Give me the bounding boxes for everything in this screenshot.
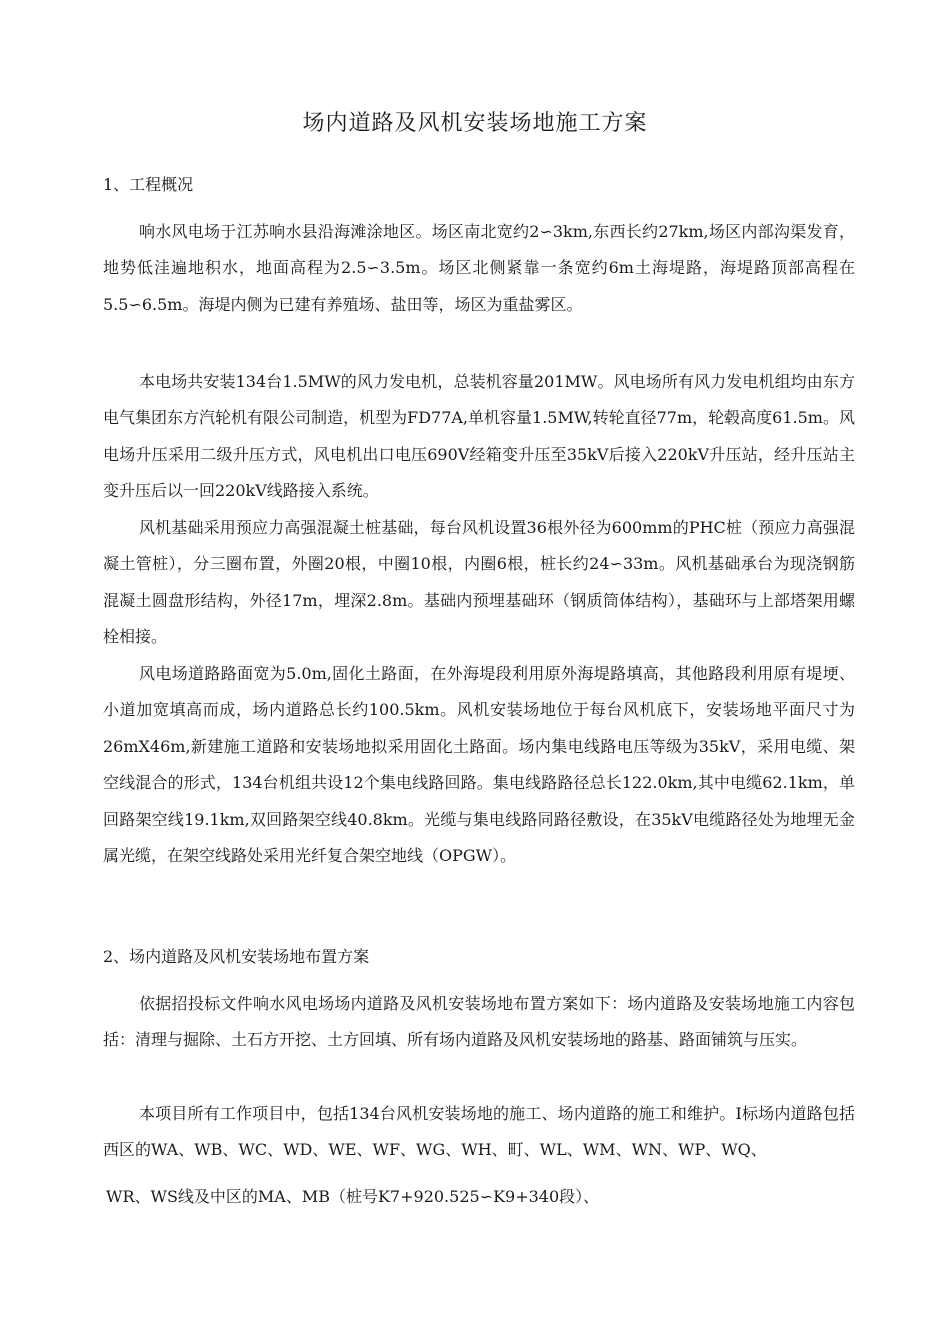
- paragraph-scope-continuation: WR、WS线及中区的MA、MB（桩号K7+920.525∽K9+340段）、: [106, 1187, 600, 1206]
- paragraph-layout-plan: 依据招投标文件响水风电场场内道路及风机安装场地布置方案如下：场内道路及安装场地施工内容包括：清理与掘除、土石方开挖、土方回填、所有场内道路及风机安装场地的路基、路面铺筑与压实。: [103, 994, 855, 1050]
- paragraph-scope: 本项目所有工作项目中，包括134台风机安装场地的施工、场内道路的施工和维护。I标场内道路包括西区的WA、WB、WC、WD、WE、WF、WG、WH、町、WL、WM、WN、WP、WQ、: [103, 1104, 855, 1160]
- paragraph-turbines: 本电场共安装134台1.5MW的风力发电机，总装机容量201MW。风电场所有风力发电机组均由东方电气集团东方汽轮机有限公司制造，机型为FD77A,单机容量1.5MW,转轮直径77m，轮毂高度61.5m。风电场升压采用二级升压方式，风电机出口电压690V经箱变升压至35kV后接入220kV升压站，经升压站主变升压后以一回220kV线路接入系统。: [103, 372, 855, 501]
- section-2-heading: 2、场内道路及风机安装场地布置方案: [103, 947, 370, 966]
- paragraph-foundation: 风机基础采用预应力高强混凝土桩基础，每台风机设置36根外径为600mm的PHC桩（预应力高强混凝土管桩），分三圈布置，外圈20根，中圈10根，内圈6根，桩长约24∽33m。风机基础承台为现浇钢筋混凝土圆盘形结构，外径17m，埋深2.8m。基础内预埋基础环（钢质筒体结构），基础环与上部塔架用螺栓相接。: [103, 518, 855, 647]
- paragraph-site-overview: 响水风电场于江苏响水县沿海滩涂地区。场区南北宽约2∽3km,东西长约27km,场区内部沟渠发育，地势低洼遍地积水，地面高程为2.5∽3.5m。场区北侧紧靠一条宽约6m土海堤路，海堤路顶部高程在5.5∽6.5m。海堤内侧为已建有养殖场、盐田等，场区为重盐雾区。: [103, 222, 855, 314]
- paragraph-roads-and-lines: 风电场道路路面宽为5.0m,固化土路面，在外海堤段利用原外海堤路填高，其他路段利用原有堤埂、小道加宽填高而成，场内道路总长约100.5km。风机安装场地位于每台风机底下，安装场地平面尺寸为26mX46m,新建施工道路和安装场地拟采用固化土路面。场内集电线路电压等级为35kV，采用电缆、架空线混合的形式，134台机组共设12个集电线路回路。集电线路路径总长122.0km,其中电缆62.1km，单回路架空线19.1km,双回路架空线40.8km。光缆与集电线路同路径敷设，在35kV电缆路径处为地埋无金属光缆，在架空线路处采用光纤复合架空地线（OPGW）。: [103, 664, 855, 866]
- document-title: 场内道路及风机安装场地施工方案: [302, 111, 648, 136]
- section-1-heading: 1、工程概况: [103, 175, 194, 194]
